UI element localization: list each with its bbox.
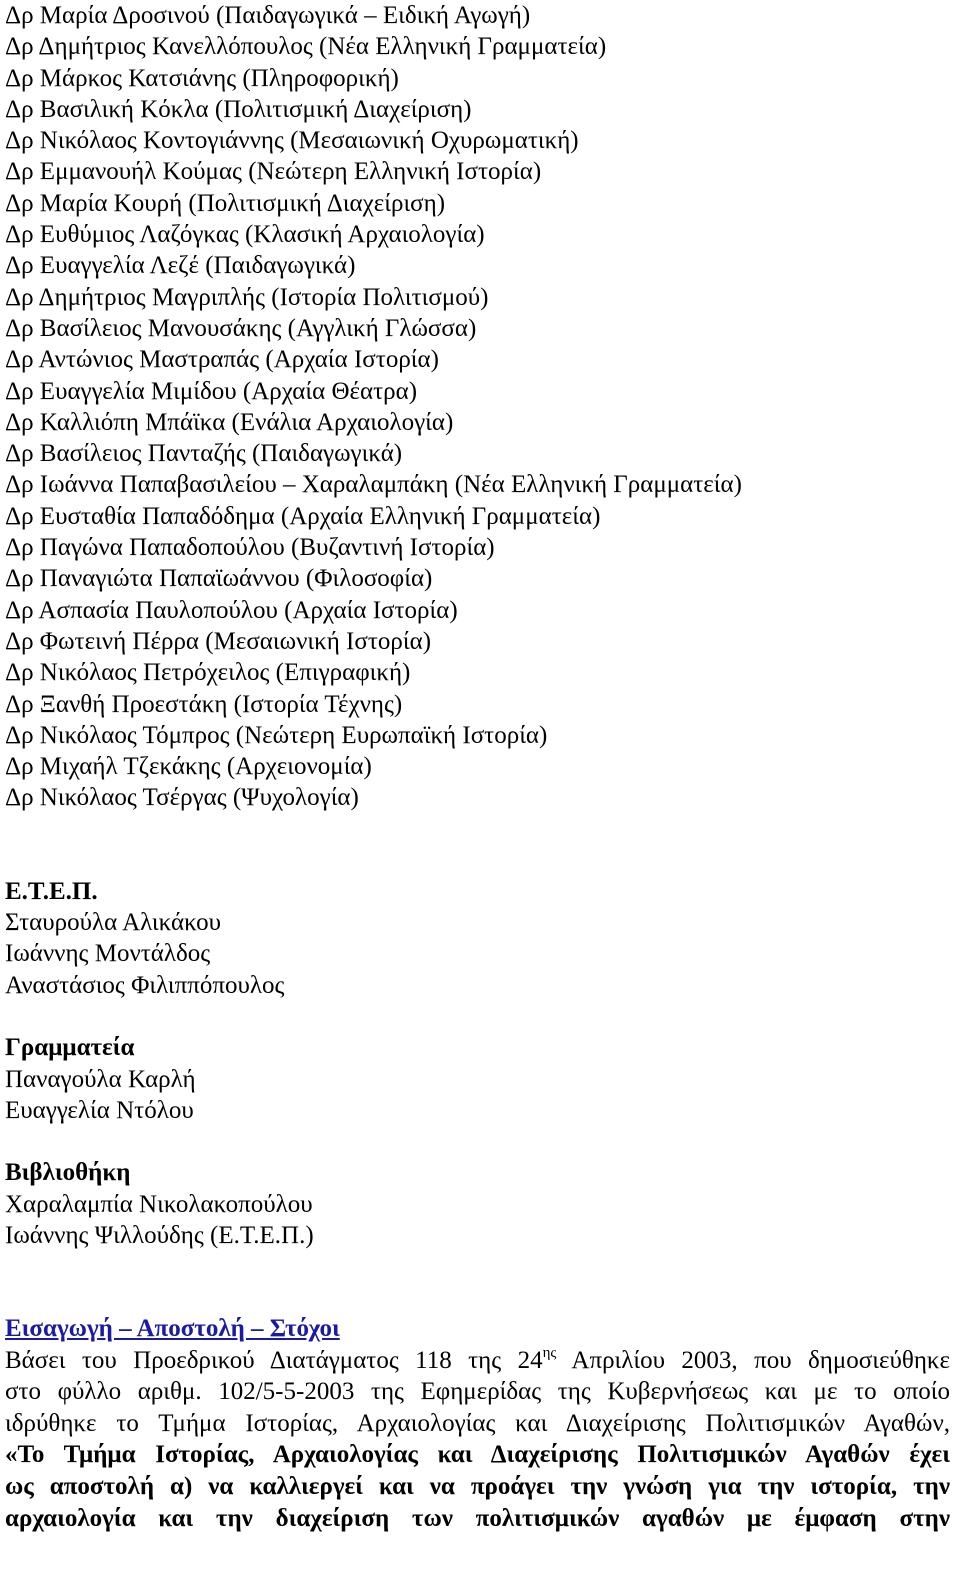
faculty-member: Δρ Ευαγγελία Λεζέ (Παιδαγωγικά) (5, 252, 356, 280)
secretariat-section (5, 1032, 950, 1126)
library-member: Ιωάννης Ψιλλούδης (Ε.Τ.Ε.Π.) (5, 1221, 314, 1249)
intro-line-bold: ως αποστολή α) να καλλιεργεί και να προάγει την γνώση για την ιστορία, την (5, 1472, 950, 1500)
intro-line: ιδρύθηκε το Τμήμα Ιστορίας, Αρχαιολογίας και Διαχείρισης Πολιτισμικών Αγαθών, (5, 1409, 950, 1437)
faculty-member: Δρ Βασίλειος Πανταζής (Παιδαγωγικά) (5, 440, 403, 468)
faculty-member: Δρ Παναγιώτα Παπαϊωάννου (Φιλοσοφία) (5, 565, 433, 593)
spacer (5, 814, 950, 876)
faculty-member: Δρ Μάρκος Κατσιάνης (Πληροφορική) (5, 64, 399, 92)
library-heading: Βιβλιοθήκη (5, 1159, 131, 1187)
faculty-member: Δρ Καλλιόπη Μπάϊκα (Ενάλια Αρχαιολογία) (5, 408, 454, 436)
intro-line-bold: αρχαιολογία και την διαχείριση των πολιτισμικών αγαθών με έμφαση στην (5, 1504, 950, 1532)
secretariat-member: Παναγούλα Καρλή (5, 1065, 196, 1093)
faculty-member: Δρ Νικόλαος Τόμπρος (Νεώτερη Ευρωπαϊκή Ιστορία) (5, 721, 548, 749)
library-section (5, 1157, 950, 1251)
faculty-member: Δρ Δημήτριος Μαγριπλής (Ιστορία Πολιτισμού) (5, 283, 489, 311)
etep-member: Αναστάσιος Φιλιππόπουλος (5, 971, 285, 999)
faculty-list (5, 0, 950, 814)
faculty-member: Δρ Εμμανουήλ Κούμας (Νεώτερη Ελληνική Ιστορία) (5, 158, 542, 186)
etep-member: Ιωάννης Μοντάλδος (5, 940, 211, 968)
etep-member: Σταυρούλα Αλικάκου (5, 909, 222, 937)
faculty-member: Δρ Δημήτριος Κανελλόπουλος (Νέα Ελληνική Γραμματεία) (5, 33, 607, 61)
spacer (5, 1001, 950, 1032)
etep-section (5, 876, 950, 1001)
faculty-member: Δρ Ευθύμιος Λαζόγκας (Κλασική Αρχαιολογία) (5, 221, 485, 249)
intro-section (5, 1313, 950, 1534)
intro-line-text: Βάσει του Προεδρικού Διατάγματος 118 της 24 (5, 1346, 543, 1374)
document-page (5, 0, 950, 1534)
faculty-member: Δρ Ευαγγελία Μιμίδου (Αρχαία Θέατρα) (5, 377, 418, 405)
faculty-member: Δρ Μαρία Δροσινού (Παιδαγωγικά – Ειδική Αγωγή) (5, 2, 531, 29)
faculty-member: Δρ Βασίλειος Μανουσάκης (Αγγλική Γλώσσα) (5, 314, 477, 342)
faculty-member: Δρ Μαρία Κουρή (Πολιτισμική Διαχείριση) (5, 189, 446, 217)
faculty-member: Δρ Ιωάννα Παπαβασιλείου – Χαραλαμπάκη (Νέα Ελληνική Γραμματεία) (5, 471, 742, 499)
faculty-member: Δρ Φωτεινή Πέρρα (Μεσαιωνική Ιστορία) (5, 627, 432, 655)
secretariat-member: Ευαγγελία Ντόλου (5, 1096, 194, 1124)
ordinal-suffix: ης (542, 1344, 557, 1361)
faculty-member: Δρ Παγώνα Παπαδοπούλου (Βυζαντινή Ιστορία) (5, 534, 495, 562)
faculty-member: Δρ Ξανθή Προεστάκη (Ιστορία Τέχνης) (5, 690, 403, 718)
etep-heading: Ε.Τ.Ε.Π. (5, 877, 98, 905)
spacer (5, 1251, 950, 1313)
faculty-member: Δρ Αντώνιος Μαστραπάς (Αρχαία Ιστορία) (5, 346, 439, 374)
faculty-member: Δρ Ευσταθία Παπαδόδημα (Αρχαία Ελληνική Γραμματεία) (5, 502, 601, 530)
intro-line-bold: «Το Τμήμα Ιστορίας, Αρχαιολογίας και Διαχείρισης Πολιτισμικών Αγαθών έχει (5, 1441, 950, 1469)
spacer (5, 1126, 950, 1157)
secretariat-heading: Γραμματεία (5, 1034, 135, 1062)
intro-line (5, 1345, 950, 1377)
library-member: Χαραλαμπία Νικολακοπούλου (5, 1190, 313, 1218)
faculty-member: Δρ Νικόλαος Πετρόχειλος (Επιγραφική) (5, 659, 411, 687)
faculty-member: Δρ Μιχαήλ Τζεκάκης (Αρχειονομία) (5, 753, 372, 781)
faculty-member: Δρ Βασιλική Κόκλα (Πολιτισμική Διαχείριση) (5, 95, 472, 123)
intro-heading-link[interactable]: Εισαγωγή – Αποστολή – Στόχοι (5, 1315, 340, 1343)
intro-line: στο φύλλο αριθμ. 102/5-5-2003 της Εφημερίδας της Κυβερνήσεως και με το οποίο (5, 1378, 950, 1406)
faculty-member: Δρ Νικόλαος Κοντογιάννης (Μεσαιωνική Οχυρωματική) (5, 127, 579, 155)
intro-line-text: Απριλίου 2003, που δημοσιεύθηκε (556, 1346, 950, 1374)
faculty-member: Δρ Νικόλαος Τσέργας (Ψυχολογία) (5, 784, 359, 812)
faculty-member: Δρ Ασπασία Παυλοπούλου (Αρχαία Ιστορία) (5, 596, 458, 624)
intro-paragraph (5, 1345, 950, 1535)
